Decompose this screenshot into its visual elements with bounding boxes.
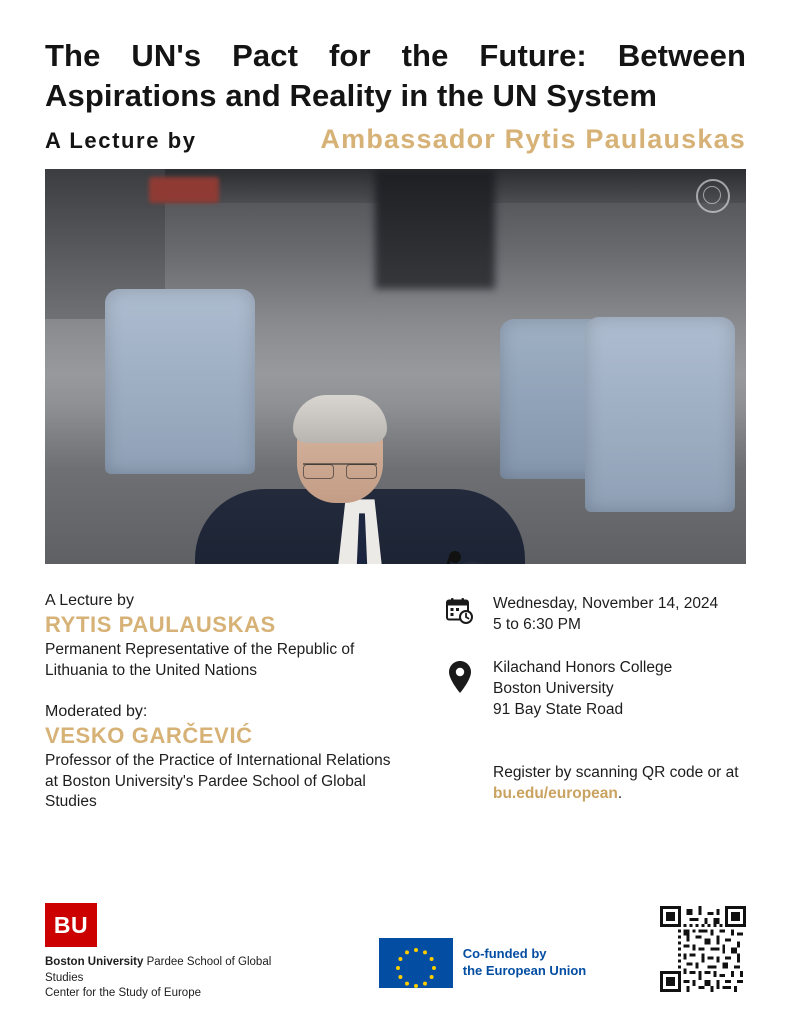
eu-funding-text: [463, 946, 587, 980]
page-title-line-1: The UN's Pact for the Future: Between: [45, 38, 746, 73]
event-location-row: [443, 658, 743, 721]
speaker-label: A Lecture by: [45, 592, 134, 610]
speaker-name: RYTIS PAULAUSKAS: [45, 612, 276, 638]
moderator-label: Moderated by:: [45, 703, 148, 721]
title-block: [45, 0, 746, 155]
event-venue-block: [493, 658, 672, 721]
details-left-column: [45, 592, 405, 812]
page-title-line-2: Aspirations and Reality in the UN System: [45, 77, 658, 113]
event-address: 91 Bay State Road: [493, 701, 624, 719]
event-institution: Boston University: [493, 680, 614, 698]
event-photo: [45, 169, 746, 564]
registration-text: Register by scanning QR code or at: [493, 763, 739, 781]
registration-text-end: .: [617, 784, 623, 802]
bu-logo-block: [45, 903, 305, 1002]
event-datetime: [493, 594, 718, 636]
photo-background-figure: [375, 169, 495, 289]
event-venue: Kilachand Honors College: [493, 659, 673, 677]
bu-university-name: Boston University: [45, 956, 144, 969]
speaker-role: Permanent Representative of the Republic of Lithuania to the United Nations: [45, 641, 355, 679]
photo-red-accent: [149, 177, 219, 203]
details-section: [45, 592, 746, 812]
bu-school-suffix: Pardee School of Global Studies: [45, 956, 272, 984]
event-time: 5 to 6:30 PM: [493, 616, 581, 634]
chair-right: [585, 317, 735, 512]
qr-code[interactable]: [660, 906, 746, 992]
eu-funding-line-1: Co-funded by: [462, 946, 547, 962]
details-right-column: [443, 592, 743, 812]
event-date: Wednesday, November 14, 2024: [493, 595, 719, 613]
subtitle-speaker-name: Ambassador Rytis Paulauskas: [320, 124, 746, 155]
bu-school-name: [45, 955, 305, 986]
registration-link[interactable]: bu.edu/european: [493, 784, 618, 802]
map-pin-icon: [443, 658, 477, 694]
speaker-hair: [293, 395, 387, 443]
subtitle-prefix: A Lecture by: [45, 128, 197, 154]
eu-funding-block: [379, 938, 587, 988]
calendar-icon: [443, 594, 477, 626]
eu-flag-icon: [379, 938, 453, 988]
moderator-role: Professor of the Practice of International Relations at Boston University's Pardee School of Global Studies: [45, 752, 391, 811]
eu-funding-line-2: the European Union: [462, 963, 587, 978]
bu-center-name: Center for the Study of Europe: [45, 987, 201, 1000]
subtitle-row: [45, 124, 746, 155]
bu-logo-mark: BU: [45, 903, 97, 947]
footer: [45, 903, 746, 1002]
event-date-row: [443, 594, 743, 636]
speaker-glasses: [303, 463, 377, 477]
moderator-name: VESKO GARČEVIĆ: [45, 723, 253, 749]
chair-left: [105, 289, 255, 474]
registration-note: [443, 763, 743, 805]
